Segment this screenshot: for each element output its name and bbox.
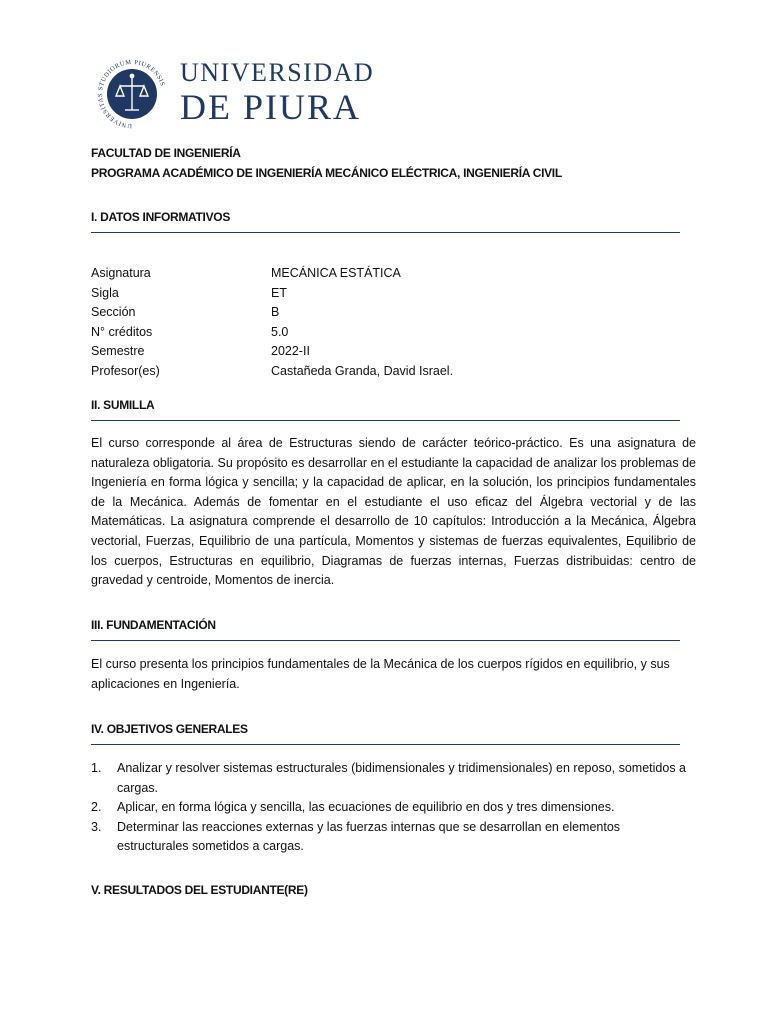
list-item-text: Aplicar, en forma lógica y sencilla, las ecuaciones de equilibrio en dos y tres dimensiones. — [117, 800, 615, 815]
list-item-number: 2. — [91, 800, 102, 815]
list-item — [91, 818, 691, 857]
fundamentacion-paragraph: El curso presenta los principios fundamentales de la Mecánica de los cuerpos rígidos en equilibrio, y sus aplicaciones en Ingeniería. — [91, 657, 670, 691]
info-value: ET — [271, 285, 287, 300]
section-title-sumilla: II. SUMILLA — [91, 398, 155, 412]
info-row — [91, 305, 453, 325]
info-label: Profesor(es) — [91, 363, 160, 378]
info-row — [91, 266, 453, 286]
section-title-resultados: V. RESULTADOS DEL ESTUDIANTE(RE) — [91, 883, 308, 897]
university-wordmark — [180, 60, 374, 125]
info-value: 5.0 — [271, 324, 289, 339]
section-title-fundamentacion: III. FUNDAMENTACIÓN — [91, 618, 216, 632]
info-label: N° créditos — [91, 324, 153, 339]
list-item — [91, 759, 691, 798]
info-label: Sigla — [91, 285, 119, 300]
wordmark-line2: DE PIURA — [180, 87, 362, 127]
info-row — [91, 325, 453, 345]
list-item-text: Determinar las reacciones externas y las fuerzas internas que se desarrollan en elementos estructurales sometidos a cargas. — [117, 819, 621, 854]
list-item — [91, 798, 691, 818]
university-seal-icon — [96, 40, 168, 136]
info-label: Semestre — [91, 344, 145, 359]
info-table — [91, 266, 453, 384]
info-label: Asignatura — [91, 266, 151, 280]
info-value: 2022-II — [271, 344, 310, 359]
objectives-list — [91, 759, 691, 857]
faculty-title: FACULTAD DE INGENIERÍA — [91, 146, 241, 160]
section-divider — [91, 420, 680, 421]
section-divider — [91, 232, 680, 233]
wordmark-line1: UNIVERSIDAD — [180, 58, 375, 87]
section-divider — [91, 640, 680, 641]
program-title: PROGRAMA ACADÉMICO DE INGENIERÍA MECÁNICO ELÉCTRICA, INGENIERÍA CIVIL — [91, 166, 562, 180]
info-row — [91, 286, 453, 306]
university-logo — [96, 40, 375, 140]
info-row — [91, 364, 453, 384]
info-value: Castañeda Granda, David Israel. — [271, 363, 454, 378]
section-title-datos: I. DATOS INFORMATIVOS — [91, 210, 231, 224]
section-divider — [91, 744, 680, 745]
seal-text: UNIVERSITAS STUDIORUM PIURENSIS — [97, 58, 166, 130]
info-row — [91, 344, 453, 364]
info-value: MECÁNICA ESTÁTICA — [271, 266, 401, 280]
section-title-objetivos: IV. OBJETIVOS GENERALES — [91, 722, 248, 736]
info-label: Sección — [91, 305, 136, 320]
list-item-text: Analizar y resolver sistemas estructurales (bidimensionales y tridimensionales) en reposo, sometidos a cargas. — [117, 761, 686, 795]
list-item-number: 3. — [91, 819, 102, 834]
list-item-number: 1. — [91, 761, 102, 775]
sumilla-paragraph: El curso corresponde al área de Estructuras siendo de carácter teórico-práctico. Es una asignatura de naturaleza obligatoria. Su propósito es desarrollar en el estudiante la capacidad de analizar los problemas de Ingeniería en forma lógica y sencilla; y la capacidad de aplicar, en la solución, los principios fundamentales de la Mecánica. Además de fomentar en el estudiante el uso eficaz del Álgebra vectorial y de las Matemáticas. La asignatura comprende el desarrollo de 10 capítulos: Introducción a la Mecánica, Álgebra vectorial, Fuerzas, Equilibrio de una partícula, Momentos y sistemas de fuerzas equivalentes, Equilibrio de los cuerpos, Estructuras en equilibrio, Diagramas de fuerzas internas, Fuerzas distribuidas: centro de gravedad y centroide, Momentos de inercia. — [91, 436, 696, 588]
info-value: B — [271, 305, 280, 320]
